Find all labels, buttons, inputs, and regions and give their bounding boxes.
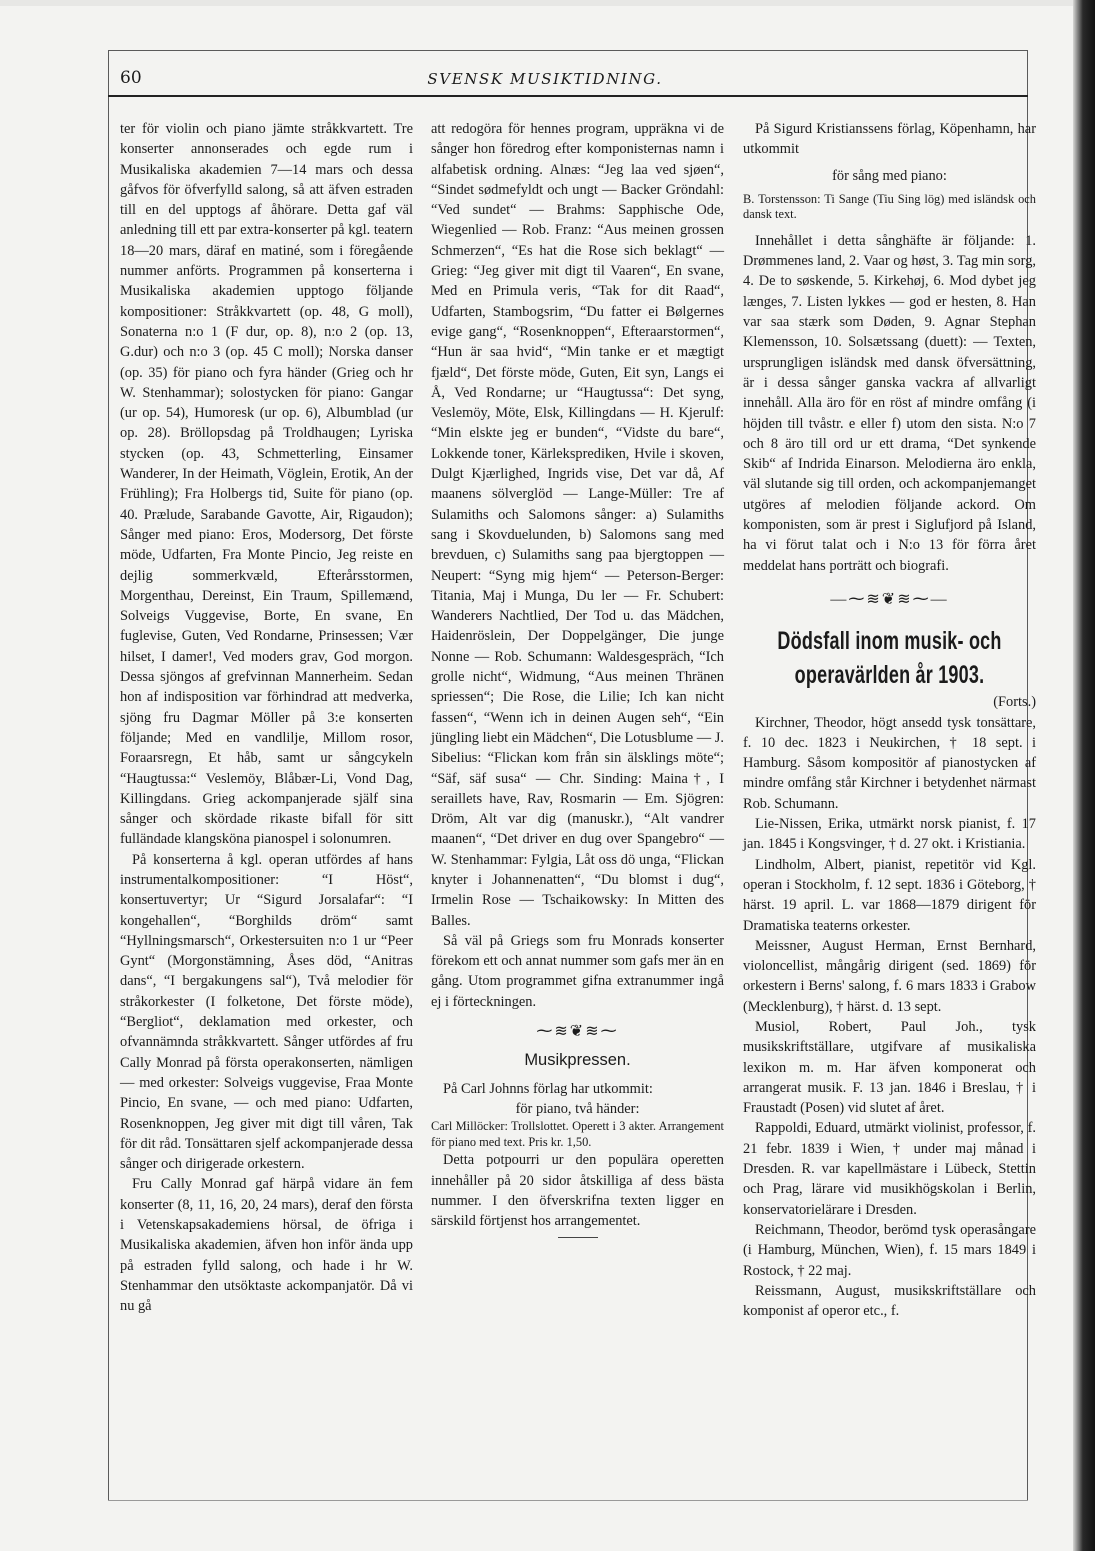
publisher-intro: På Sigurd Kristianssens förlag, Köpenhamn, har utkommit	[743, 121, 1036, 158]
obituary-entry: Rappoldi, Eduard, utmärkt violinist, professor, f. 21 febr. 1839 i Wien, † under maj månad i Dresden. R. var kapellmästare i Lübeck, Stettin och Prag, lärare vid musikhögskolan i Berlin, konservatorielärare i Dresden.	[743, 1120, 1036, 1218]
ornament-divider: ⁓≋❦≋⁓	[536, 1023, 619, 1041]
middle-paragraph-2: Så väl på Griegs som fru Monrads konserter förekom ett och annat nummer som gafs mer än en gång. Utom programmet gifna extranummer ingå ej i förteckningen.	[431, 932, 724, 1010]
frame-top-line	[108, 50, 1028, 51]
middle-column	[431, 119, 724, 1238]
publisher-entry: B. Torstensson: Ti Sange (Tiu Sing lög) med isländsk och dansk text.	[743, 191, 1036, 222]
press-intro: På Carl Johnns förlag har utkommit:	[443, 1080, 653, 1097]
page-top-edge	[0, 0, 1073, 6]
publisher-review: Innehållet i detta sånghäfte är följande: 1. Drømmenes land, 2. Vaar og høst, 3. Tag min sorg, 4. De to søskende, 5. Kirkehøj, 6. Mod dybet jeg længes, 7. Listen lykkes — god er hesten, 8. Han var saa stærk som Døden, 9. Agnar Stephan Klemensson, 10. Solsætssang (duett): — Texten, ursprungligen isländsk med dansk öfversättning, är i dessa sånger ganska vackra af allvarligt innehåll. Alla äro för en röst af mindre omfång (i höjden till tvåstr. e eller f) utom den sista. N:o 7 och 8 äro till ord ur ett drama, “Det synkende Skib“ af Indrida Einarson. Melodierna äro enkla, väl slutande sig till orden, och ackompanjemanget utgöres af melodien följande ackord. Om komponisten, som är prest i Siglufjord på Island, ha vi förut talat och i N:o 13 för förra året meddelat hans porträtt och biografi.	[743, 232, 1036, 574]
frame-left-line	[108, 50, 109, 1500]
forts-label: (Forts.)	[993, 694, 1036, 711]
frame-bottom-line	[108, 1500, 1028, 1501]
obituary-entry: Kirchner, Theodor, högt ansedd tysk tonsättare, f. 10 dec. 1823 i Neukirchen, † 18 sept. i Hamburg. Såsom kompositör af pianostycken af mindre omfång står Kirchner i betydenhet närmast Rob. Schumann.	[743, 714, 1036, 812]
left-paragraph-1: ter för violin och piano jämte stråkkvartett. Tre konserter annonserades och egde rum i Musikaliska akademien 7—14 mars och dessa gåfvos för öfverfylld salong, så att äfven estraden till en del upptogs af åhörare. Detta gaf väl anledning till ett par extra-konserter på kgl. teatern 18—20 mars, däraf en matiné, som i föregående nummer anförts. Programmen på konserterna i Musikaliska akademien upptogo följande kompositioner: Stråkkvartett (op. 48, G moll), Sonaterna n:o 1 (F dur, op. 8), n:o 2 (op. 13, G.dur) och n:o 3 (op. 45 C moll); Norska danser (op. 35) för piano och fyra händer (Grieg och hr W. Stenhammar); solostycken för piano: Gangar (ur op. 54), Humoresk (ur op. 6), Albumblad (ur op. 28). Bröllopsdag på Troldhaugen; Lyriska stycken (op. 43, Schmetterling, Einsamer Wanderer, In der Heimath, Vöglein, Erotik, An der Frühling); Fra Holbergs tid, Suite för piano (op. 40. Prælude, Sarabande Gavotte, Air, Rigaudon); Sånger med piano: Eros, Modersorg, Det förste möde, Udfarten, Fra Monte Pincio, Jeg reiste en dejlig sommerkvæld, Efterårsstormen, Morgenthau, Dereinst, Ein Traum, Spillemænd, Solveigs Vuggevise, Borte, En svane, En fuglevise, Guten, Ved Rondarne, Prinsessen; Vær hilset, I damer!, Ved moders grav, God morgon. Dessa sjöngos af grefvinnan Mannerheim. Sedan hon af indisposition var förhindrad att medverka, sjöng fru Dagmar Möller på 3:e konserten följande; Med en vandlilje, Millom rosor, Foraarsregn, Et håb, samt ur sångcykeln “Haugtussa:“ Veslemöy, Blåbær-Li, Vond Dag, Killingdans. Grieg ackompanjerade själf sina sånger och skördade rikaste bifall för sitt fulländade klangsköna pianospel i solonumren.	[120, 121, 413, 848]
left-column	[120, 119, 413, 1317]
obituary-entry: Meissner, August Herman, Ernst Bernhard, violoncellist, mångårig dirigent (sed. 1869) för orkestern i Berns' salong, f. 6 mars 1833 i Grabow (Mecklenburg), † härst. d. 13 sept.	[743, 937, 1036, 1015]
obituary-entry: Lindholm, Albert, pianist, repetitör vid Kgl. operan i Stockholm, f. 12 sept. 1836 i Göteborg, † härst. 19 april. L. var 1868—1879 dirigent för Dramatiska teaterns orkester.	[743, 856, 1036, 934]
obituary-entry: Reissmann, August, musikskriftställare och komponist af operor etc., f.	[743, 1282, 1036, 1320]
obituary-entry: Reichmann, Theodor, berömd tysk operasångare (i Hamburg, München, Wien), f. 15 mars 1849 i Rostock, † 22 maj.	[743, 1221, 1036, 1279]
obituary-title-line-1: Dödsfall inom musik- och	[777, 627, 1002, 656]
page-number: 60	[120, 68, 142, 88]
publisher-category: för sång med piano:	[832, 167, 947, 184]
journal-title: SVENSK MUSIKTIDNING.	[427, 70, 663, 88]
left-paragraph-2: På konserterna å kgl. operan utfördes af hans instrumentalkompositioner: “I Höst“, konsertuvertyr; Ur “Sigurd Jorsalafar“: “I kongehallen“, “Borghilds dröm“ samt “Hyllningsmarsch“, Orkestersuiten n:o 1 ur “Peer Gynt“ (Morgonstämning, Åses död, “Anitras dans“, “I bergakungens sal“), Två melodier för stråkorkester (I folketone, Det förste möde), “Bergliot“, deklamation med orkester, och ofvannämnda stråkkvartett. Sånger utfördes af fru Cally Monrad på första operakonserten, nämligen — med orkester: Solveigs vuggevise, Fraa Monte Pincio, En svane, — och med piano: Udfarten, Rosenknoppen, Jeg giver mit digt till våren, Tak för dit råd. Tonsättaren sjelf ackompanjerade dessa sånger och dirigerade orkestern.	[120, 851, 413, 1173]
ornament-divider-right: —⁓≋❦≋⁓—	[830, 590, 949, 608]
press-entry: Carl Millöcker: Trollslottet. Operett i 3 akter. Arrangement för piano med text. Pris kr. 1,50.	[431, 1119, 724, 1149]
musikpressen-heading: Musikpressen.	[524, 1051, 631, 1070]
end-rule	[558, 1237, 598, 1238]
obituary-entry: Musiol, Robert, Paul Joh., tysk musikskriftställare, utgifvare af musikaliska lexikon m. m. Har äfven komponerat och arrangerat musik. F. 13 jan. 1846 i Breslau, † i Fraustadt (Posen) vid slutet af året.	[743, 1018, 1036, 1117]
middle-paragraph-1: att redogöra för hennes program, uppräkna vi de sånger hon föredrog efter komponisternas namn i alfabetisk ordning. Alnæs: “Jeg laa ved sjøen“, “Sindet sødmefyldt och ungt — Backer Gröndahl: “Ved sundet“ — Brahms: Sapphische Ode, Wiegenlied — Rob. Franz: “Aus meinen grossen Schmerzen“, “Es hat die Rose sich beklagt“ — Grieg: “Jeg giver mit digt til Vaaren“, En svane, Med en Primula veris, “Tak for dit Raad“, Udfarten, Stambogsrim, “Du fatter ei Bølgernes evige gang“, “Rosenknoppen“, Efteraarstormen“, “Hun är saa hvid“, “Min tanke er et mægtigt fjæld“, Det förste möde, Guten, Eit syn, Langs ei Å, Ved Rondarne; ur “Haugtussa“: Det syng, Veslemöy, Möte, Elsk, Killingdans — H. Kjerulf: “Min elskte jeg er bunden“, “Vidste du bare“, Lokkende toner, Kärleksprediken, Hvile i skoven, Dulgt Kjærlighed, Ingrids vise, Det var då, Af maanens sölverglöd — Lange-Müller: Tre af Sulamiths och Salomons sånger: a) Sulamiths sang i Skovduelunden, b) Salomons sang med brevduen, c) Sulamiths sang paa bjergtoppen — Neupert: “Syng mig hjem“ — Peterson-Berger: Titania, Maj i Munga, Du ler — Fr. Schubert: Wanderers Nachtlied, Der Tod u. das Mädchen, Haidenröslein, Der Doppelgänger, Die junge Nonne — Rob. Schumann: Waldesgespräch, “Ich grolle nicht“, Widmung, “Aus meinen Thränen spriessen“; Die Rose, die Lilie; Ich kan nicht fassen“, “Wenn ich in deinen Augen seh“, “Ein jüngling liebt ein Mädchen“, Die Lotusblume — J. Sibelius: “Flickan kom från sin älsklings möte“; “Säf, säf susa“ — Chr. Sinding: Maina†, I seraillets have, Rav, Rosmarin — Em. Sjögren: Dröm, Alt var dig (manuskr.), “Alt vandrer maanen“, “Det driver en dug over Spangebro“ — W. Stenhammar: Fylgia, Låt oss dö unga, “Flickan knyter i Johannenatten“, “Du blomst i dug“, Irmelin Rose — Tschaikowsky: In Mitten des Balles.	[431, 121, 724, 929]
obituary-entry: Lie-Nissen, Erika, utmärkt norsk pianist, f. 17 jan. 1845 i Kongsvinger, † d. 27 okt. i Kristiania.	[743, 816, 1036, 853]
press-review: Detta potpourri ur den populära operetten innehåller på 20 sidor åtskilliga af dess bästa nummer. I den öfverskrifna texten ligger en särskild förtjenst hos arrangementet.	[431, 1152, 724, 1230]
left-paragraph-3: Fru Cally Monrad gaf härpå vidare än fem konserter (8, 11, 16, 20, 24 mars), deraf den första i Vetenskapsakademiens hörsal, de öfriga i Musikaliska akademien, äfven hon inför ända upp på estraden fylld salong, och hade i hr W. Stenhammar den utsöktaste ackompanjatör. Då vi nu gå	[120, 1176, 413, 1315]
right-column	[743, 119, 1036, 1321]
page-binding-edge	[1073, 0, 1095, 1551]
press-category: för piano, två händer:	[515, 1100, 640, 1117]
obituary-title-line-2: operavärlden år 1903.	[794, 661, 985, 690]
header-rule	[108, 95, 1028, 97]
